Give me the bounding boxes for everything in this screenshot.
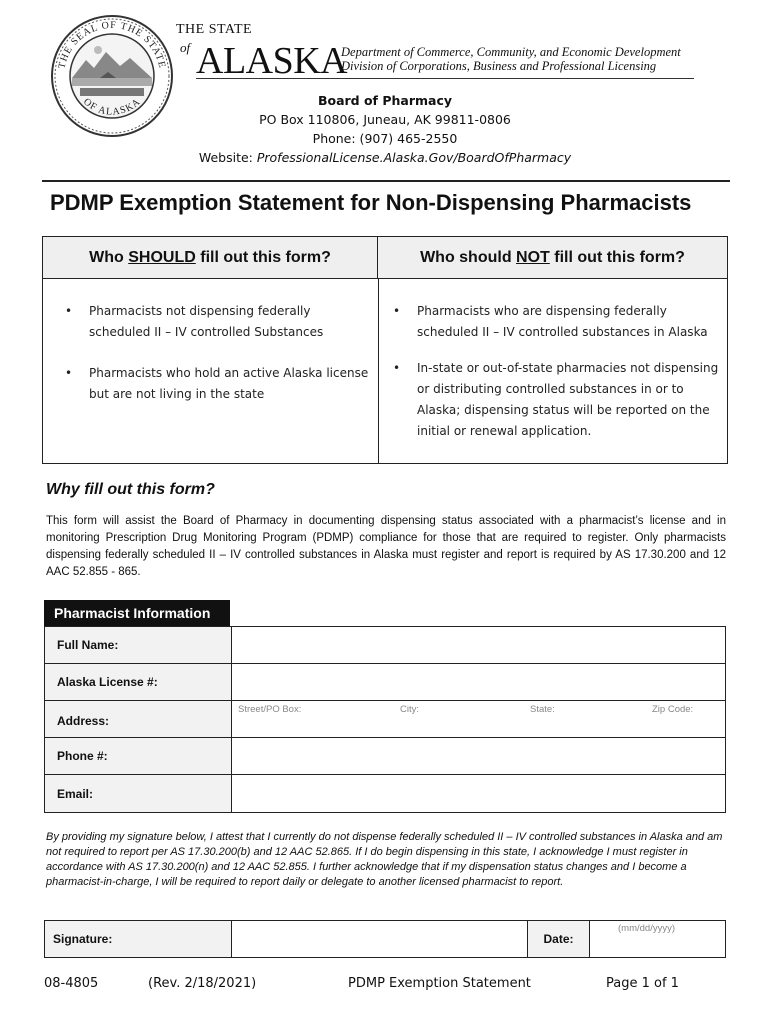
date-format-hint: (mm/dd/yyyy) [618, 923, 675, 934]
board-phone: Phone: (907) 465-2550 [312, 131, 458, 146]
title-rule [42, 180, 730, 182]
phone-label: Phone #: [45, 738, 232, 774]
svg-text:THE SEAL OF THE STATE: THE SEAL OF THE STATE [56, 19, 168, 70]
who-should-suffix: fill out this form? [200, 248, 331, 266]
attestation-text: By providing my signature below, I attest that I currently do not dispense federally scheduled II – IV controlled substances in Alaska and am not required to report per AS 17.30.200(b) and 12 AAC 52.865. If I do begin dispensing in this state, I acknowledge I must register in accordance with AS 17.30.200(n) and 12 AAC 52.855. I further acknowledge that if my dispensation status changes and I become a pharmacist-in-charge, I will be required to report daily or delegate to another licensed pharmacist to report. [46, 831, 723, 888]
revision-date: (Rev. 2/18/2021) [148, 976, 257, 991]
license-field[interactable] [232, 664, 725, 700]
why-paragraph: This form will assist the Board of Pharmacy in documenting dispensing status associated with a pharmacist’s license and in monitoring Prescription Drug Monitoring Program (PDMP) compliance for those that are required to register. Only pharmacists dispensing federally scheduled II – IV controlled substances in Alaska must register and report is required by AS 17.30.200 and 12 AAC 52.855 - 865. [46, 515, 726, 578]
board-address: PO Box 110806, Juneau, AK 99811-0806 [259, 112, 511, 127]
phone-row [45, 738, 725, 775]
website-label: Website: [198, 150, 257, 165]
full-name-field[interactable] [232, 627, 725, 663]
address-field[interactable] [232, 701, 725, 737]
state-of-label: of [180, 40, 191, 55]
zip-hint: Zip Code: [652, 704, 694, 715]
who-should-header [43, 237, 378, 279]
who-not-suffix: fill out this form? [554, 248, 685, 266]
who-should-prefix: Who [89, 248, 124, 266]
department-line: Department of Commerce, Community, and Economic Development [341, 45, 681, 59]
full-name-row [45, 627, 725, 664]
state-label: THE STATE [176, 22, 253, 37]
email-row [45, 775, 725, 812]
footer-form-name: PDMP Exemption Statement [348, 976, 531, 991]
full-name-label: Full Name: [45, 627, 232, 663]
who-table [42, 236, 728, 464]
signature-label: Signature: [45, 921, 232, 957]
form-number: 08-4805 [44, 976, 99, 991]
pharmacist-info-heading: Pharmacist Information [44, 600, 230, 626]
who-not-prefix: Who should [420, 248, 512, 266]
state-hint: State: [530, 704, 555, 715]
board-website [0, 148, 770, 167]
address-row [45, 701, 725, 738]
email-field[interactable] [232, 775, 725, 812]
date-field[interactable] [590, 921, 725, 957]
who-not-header [378, 237, 727, 279]
license-row [45, 664, 725, 701]
list-item: • In-state or out-of-state pharmacies not dispensing or distributing controlled substances in or to Alaska; dispensing status will be reported on the initial or renewal application. [393, 361, 719, 438]
signature-field[interactable] [232, 921, 528, 957]
license-label: Alaska License #: [45, 664, 232, 700]
why-heading: Why fill out this form? [46, 481, 215, 498]
department-name [341, 45, 681, 73]
website-link[interactable]: ProfessionalLicense.Alaska.Gov/BoardOfPharmacy [256, 150, 572, 165]
page-number: Page 1 of 1 [606, 976, 679, 991]
signature-table [44, 920, 726, 958]
who-not-emph: NOT [516, 248, 550, 266]
list-item: • Pharmacists who are dispensing federally scheduled II – IV controlled substances in Alaska [393, 304, 708, 339]
pharmacist-info-table [44, 626, 726, 813]
who-should-emph: SHOULD [128, 248, 196, 266]
header-rule [196, 78, 694, 79]
phone-field[interactable] [232, 738, 725, 774]
list-item: • Pharmacists not dispensing federally scheduled II – IV controlled Substances [65, 304, 324, 339]
alaska-wordmark: ALASKA [196, 40, 348, 82]
city-hint: City: [400, 704, 419, 715]
division-line: Division of Corporations, Business and Professional Licensing [341, 59, 657, 73]
who-divider [378, 279, 379, 463]
street-hint: Street/PO Box: [238, 704, 302, 715]
form-title: PDMP Exemption Statement for Non-Dispensing Pharmacists [50, 190, 692, 215]
list-item: • Pharmacists who hold an active Alaska license but are not living in the state [65, 366, 369, 401]
board-name: Board of Pharmacy [317, 93, 453, 108]
address-label: Address: [45, 701, 232, 737]
date-label: Date: [528, 921, 590, 957]
email-label: Email: [45, 775, 232, 812]
svg-text:OF ALASKA: OF ALASKA [81, 96, 143, 118]
board-contact-block [0, 91, 770, 167]
